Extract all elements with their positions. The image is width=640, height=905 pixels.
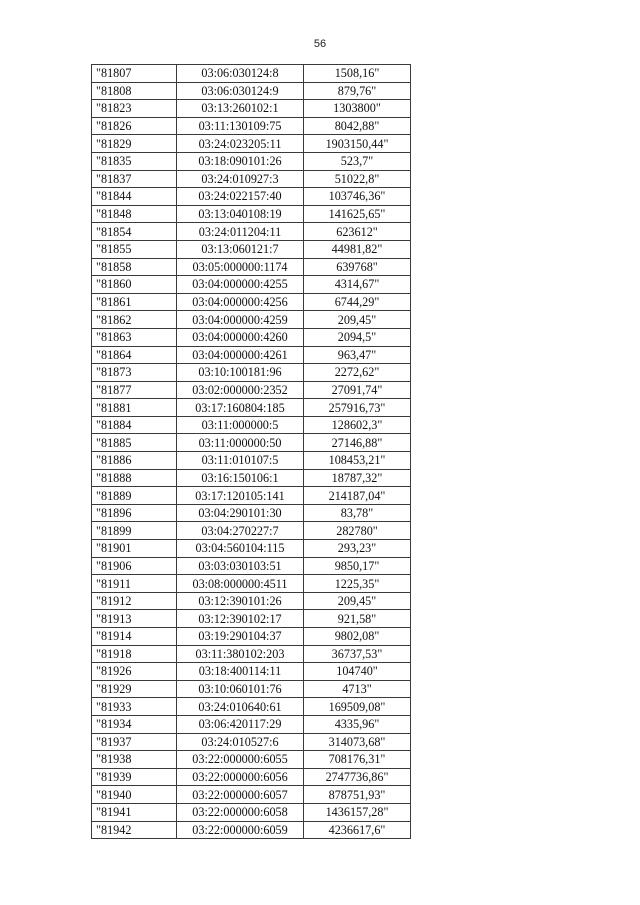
value-cell: 878751,93" [304,786,411,804]
cadastral-number-cell: 03:11:000000:50 [177,434,304,452]
table-row [92,557,411,575]
table-row [92,803,411,821]
table-row [92,522,411,540]
record-id-cell: "81926 [92,663,177,681]
table-row [92,610,411,628]
cadastral-number-cell: 03:05:000000:1174 [177,258,304,276]
value-cell: 51022,8" [304,170,411,188]
value-cell: 623612" [304,223,411,241]
value-cell: 4314,67" [304,276,411,294]
record-id-cell: "81889 [92,487,177,505]
record-id-cell: "81873 [92,364,177,382]
cadastral-number-cell: 03:24:010927:3 [177,170,304,188]
cadastral-number-cell: 03:18:400114:11 [177,663,304,681]
table-row [92,663,411,681]
table-row [92,293,411,311]
table-row [92,821,411,839]
table-row [92,188,411,206]
cadastral-number-cell: 03:13:260102:1 [177,100,304,118]
value-cell: 4713" [304,680,411,698]
value-cell: 1436157,28" [304,803,411,821]
value-cell: 103746,36" [304,188,411,206]
table-row [92,680,411,698]
cadastral-number-cell: 03:10:060101:76 [177,680,304,698]
value-cell: 6744,29" [304,293,411,311]
cadastral-number-cell: 03:06:420117:29 [177,715,304,733]
table-row [92,170,411,188]
cadastral-number-cell: 03:04:560104:115 [177,540,304,558]
record-id-cell: "81861 [92,293,177,311]
value-cell: 9850,17" [304,557,411,575]
cadastral-number-cell: 03:06:030124:8 [177,65,304,83]
record-id-cell: "81881 [92,399,177,417]
table-row [92,733,411,751]
record-id-cell: "81896 [92,504,177,522]
record-id-cell: "81823 [92,100,177,118]
cadastral-number-cell: 03:02:000000:2352 [177,381,304,399]
record-id-cell: "81911 [92,575,177,593]
record-id-cell: "81877 [92,381,177,399]
value-cell: 209,45" [304,311,411,329]
cadastral-number-cell: 03:24:011204:11 [177,223,304,241]
record-id-cell: "81918 [92,645,177,663]
cadastral-number-cell: 03:08:000000:4511 [177,575,304,593]
record-id-cell: "81844 [92,188,177,206]
record-id-cell: "81933 [92,698,177,716]
cadastral-number-cell: 03:04:000000:4259 [177,311,304,329]
cadastral-number-cell: 03:22:000000:6059 [177,821,304,839]
cadastral-number-cell: 03:17:120105:141 [177,487,304,505]
record-id-cell: "81835 [92,152,177,170]
table-row [92,645,411,663]
record-id-cell: "81863 [92,328,177,346]
value-cell: 2747736,86" [304,768,411,786]
value-cell: 1903150,44" [304,135,411,153]
value-cell: 4236617,6" [304,821,411,839]
record-id-cell: "81888 [92,469,177,487]
table-body [92,65,411,839]
cadastral-number-cell: 03:04:000000:4255 [177,276,304,294]
record-id-cell: "81914 [92,628,177,646]
table-row [92,469,411,487]
record-id-cell: "81913 [92,610,177,628]
table-row [92,205,411,223]
table-row [92,487,411,505]
value-cell: 523,7" [304,152,411,170]
table-row [92,240,411,258]
value-cell: 879,76" [304,82,411,100]
value-cell: 282780" [304,522,411,540]
cadastral-number-cell: 03:17:160804:185 [177,399,304,417]
value-cell: 2094,5" [304,328,411,346]
value-cell: 36737,53" [304,645,411,663]
cadastral-number-cell: 03:16:150106:1 [177,469,304,487]
table-row [92,82,411,100]
table-row [92,311,411,329]
value-cell: 8042,88" [304,117,411,135]
table-row [92,768,411,786]
record-id-cell: "81862 [92,311,177,329]
cadastral-number-cell: 03:22:000000:6058 [177,803,304,821]
cadastral-number-cell: 03:04:000000:4261 [177,346,304,364]
table-row [92,381,411,399]
value-cell: 18787,32" [304,469,411,487]
cadastral-number-cell: 03:04:000000:4260 [177,328,304,346]
table-row [92,540,411,558]
value-cell: 141625,65" [304,205,411,223]
table-row [92,135,411,153]
table-row [92,698,411,716]
record-id-cell: "81860 [92,276,177,294]
table-row [92,258,411,276]
value-cell: 9802,08" [304,628,411,646]
table-row [92,346,411,364]
value-cell: 1303800" [304,100,411,118]
table-row [92,416,411,434]
cadastral-number-cell: 03:11:380102:203 [177,645,304,663]
record-id-cell: "81854 [92,223,177,241]
record-id-cell: "81937 [92,733,177,751]
cadastral-number-cell: 03:03:030103:51 [177,557,304,575]
cadastral-number-cell: 03:13:040108:19 [177,205,304,223]
table-row [92,452,411,470]
record-id-cell: "81906 [92,557,177,575]
record-id-cell: "81807 [92,65,177,83]
value-cell: 921,58" [304,610,411,628]
record-id-cell: "81941 [92,803,177,821]
value-cell: 27091,74" [304,381,411,399]
value-cell: 314073,68" [304,733,411,751]
value-cell: 83,78" [304,504,411,522]
record-id-cell: "81829 [92,135,177,153]
table-row [92,117,411,135]
cadastral-number-cell: 03:24:023205:11 [177,135,304,153]
cadastral-number-cell: 03:10:100181:96 [177,364,304,382]
cadastral-number-cell: 03:04:290101:30 [177,504,304,522]
value-cell: 4335,96" [304,715,411,733]
table-row [92,434,411,452]
record-id-cell: "81884 [92,416,177,434]
table-row [92,575,411,593]
value-cell: 104740" [304,663,411,681]
table-row [92,328,411,346]
table-row [92,223,411,241]
table-row [92,399,411,417]
cadastral-number-cell: 03:04:000000:4256 [177,293,304,311]
table-row [92,628,411,646]
value-cell: 708176,31" [304,751,411,769]
table-row [92,276,411,294]
cadastral-number-cell: 03:19:290104:37 [177,628,304,646]
table-row [92,152,411,170]
record-id-cell: "81929 [92,680,177,698]
cadastral-number-cell: 03:11:010107:5 [177,452,304,470]
value-cell: 169509,08" [304,698,411,716]
table-row [92,715,411,733]
value-cell: 214187,04" [304,487,411,505]
cadastral-number-cell: 03:24:022157:40 [177,188,304,206]
record-id-cell: "81940 [92,786,177,804]
table-row [92,592,411,610]
value-cell: 108453,21" [304,452,411,470]
cadastral-number-cell: 03:12:390102:17 [177,610,304,628]
cadastral-number-cell: 03:18:090101:26 [177,152,304,170]
table-row [92,786,411,804]
value-cell: 1508,16" [304,65,411,83]
value-cell: 128602,3" [304,416,411,434]
record-id-cell: "81808 [92,82,177,100]
record-id-cell: "81855 [92,240,177,258]
value-cell: 27146,88" [304,434,411,452]
record-id-cell: "81939 [92,768,177,786]
cadastral-number-cell: 03:06:030124:9 [177,82,304,100]
cadastral-number-cell: 03:24:010640:61 [177,698,304,716]
record-id-cell: "81837 [92,170,177,188]
cadastral-number-cell: 03:24:010527:6 [177,733,304,751]
cadastral-number-cell: 03:13:060121:7 [177,240,304,258]
page-number: 56 [313,38,327,50]
record-id-cell: "81848 [92,205,177,223]
record-id-cell: "81934 [92,715,177,733]
cadastral-number-cell: 03:12:390101:26 [177,592,304,610]
table-row [92,504,411,522]
cadastral-number-cell: 03:22:000000:6057 [177,786,304,804]
record-id-cell: "81901 [92,540,177,558]
value-cell: 639768" [304,258,411,276]
record-id-cell: "81912 [92,592,177,610]
record-id-cell: "81858 [92,258,177,276]
value-cell: 1225,35" [304,575,411,593]
record-id-cell: "81899 [92,522,177,540]
table-row [92,751,411,769]
cadastral-number-cell: 03:22:000000:6055 [177,751,304,769]
cadastral-number-cell: 03:11:000000:5 [177,416,304,434]
value-cell: 293,23" [304,540,411,558]
table-row [92,364,411,382]
record-id-cell: "81886 [92,452,177,470]
record-id-cell: "81885 [92,434,177,452]
value-cell: 209,45" [304,592,411,610]
record-id-cell: "81942 [92,821,177,839]
value-cell: 257916,73" [304,399,411,417]
value-cell: 2272,62" [304,364,411,382]
table-row [92,100,411,118]
value-cell: 44981,82" [304,240,411,258]
record-id-cell: "81864 [92,346,177,364]
cadastral-number-cell: 03:04:270227:7 [177,522,304,540]
record-id-cell: "81826 [92,117,177,135]
data-table [91,64,411,839]
cadastral-number-cell: 03:22:000000:6056 [177,768,304,786]
record-id-cell: "81938 [92,751,177,769]
table-row [92,65,411,83]
value-cell: 963,47" [304,346,411,364]
cadastral-number-cell: 03:11:130109:75 [177,117,304,135]
